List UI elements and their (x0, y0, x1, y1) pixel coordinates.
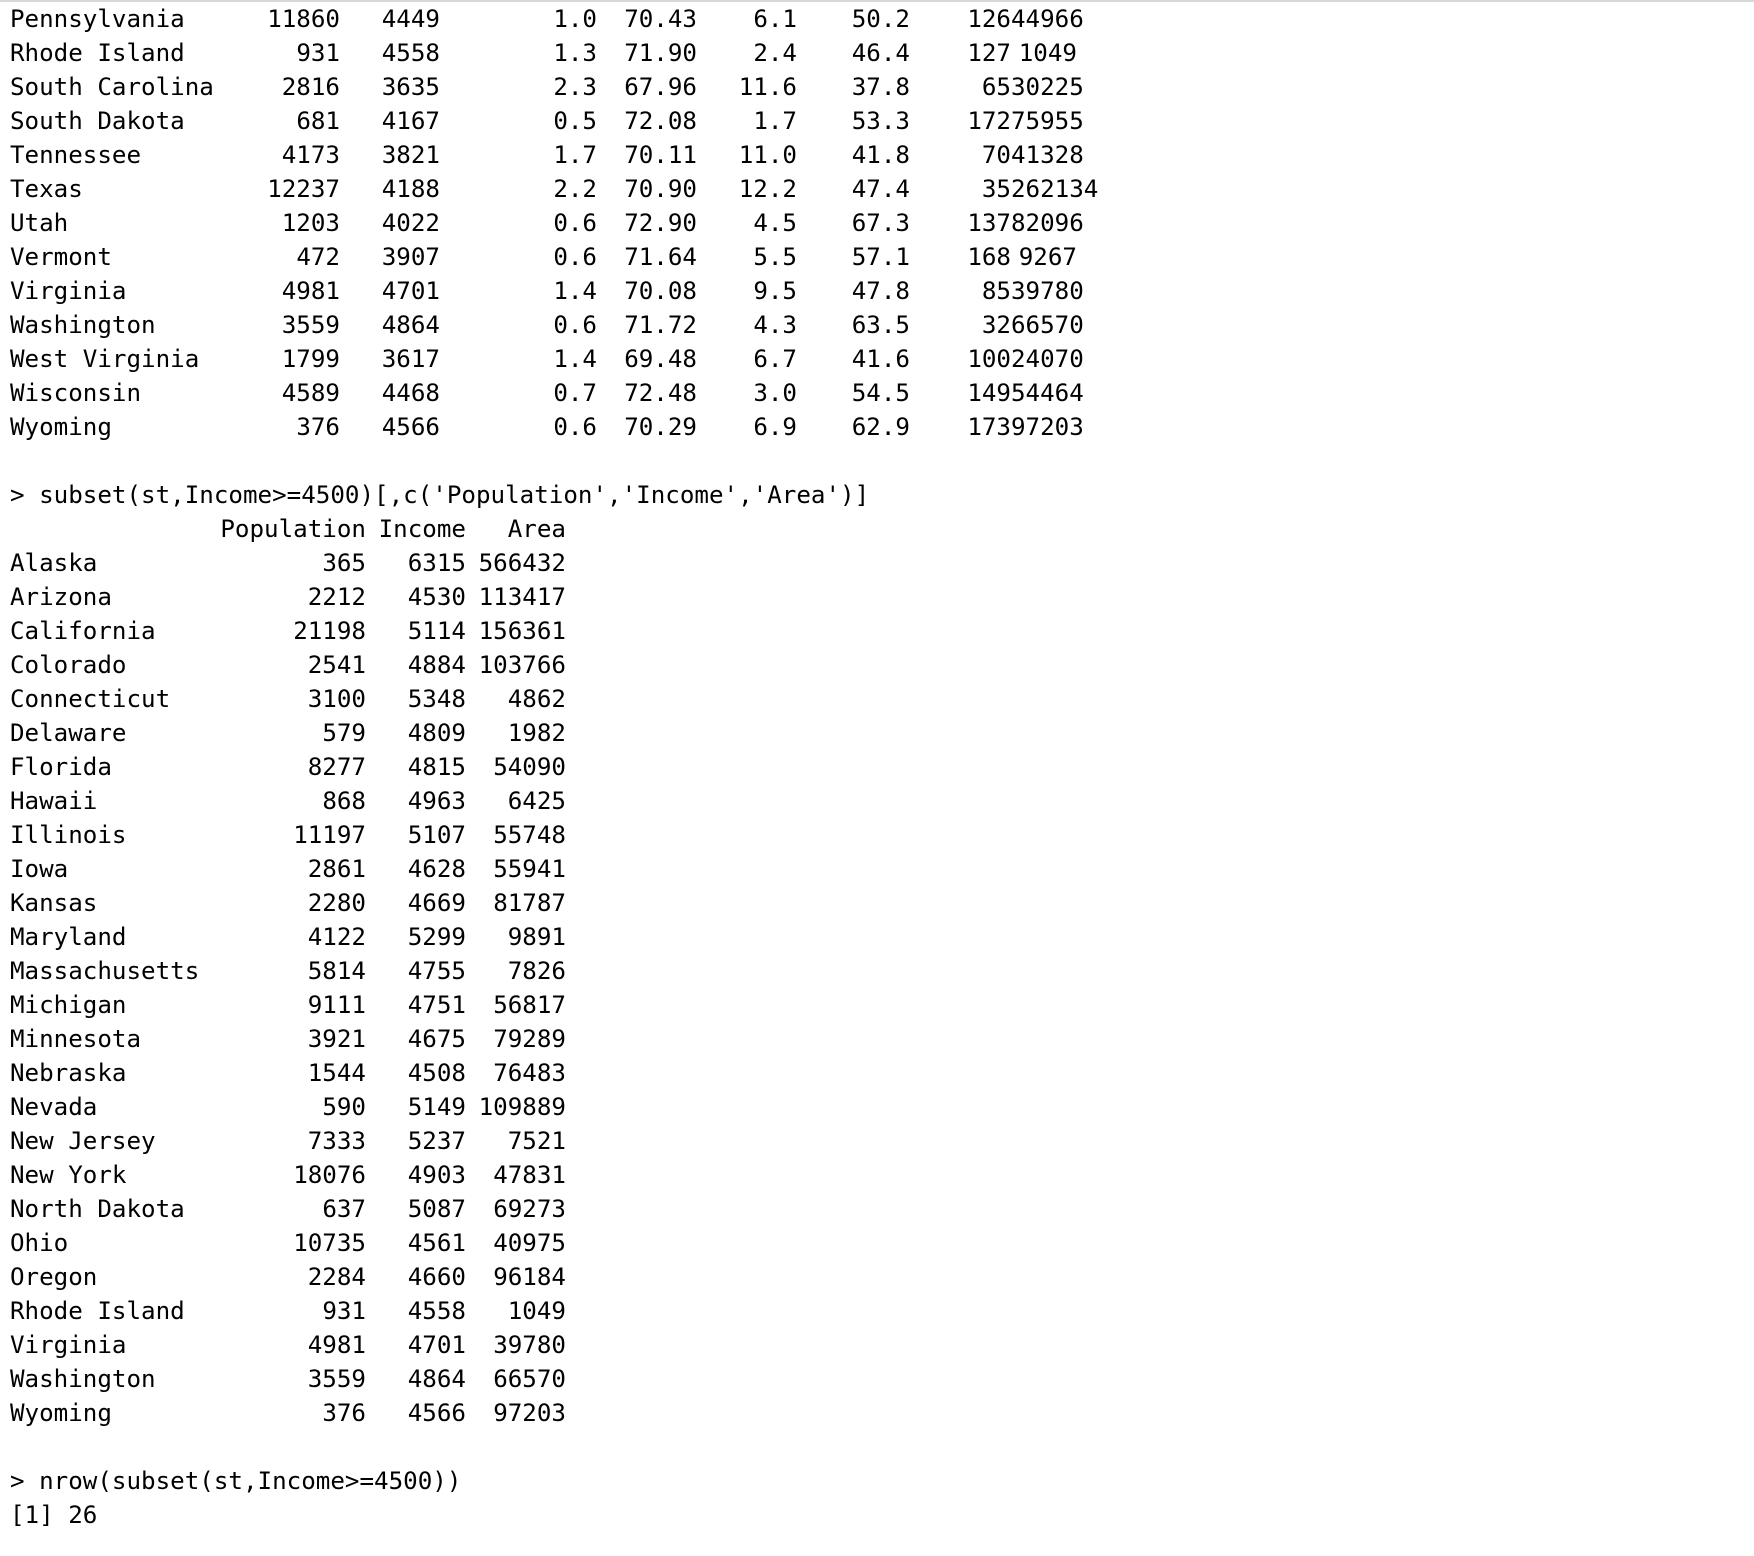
row-value: 4675 (407, 1025, 466, 1053)
row-value: 9891 (507, 923, 566, 951)
row-name: Iowa (10, 855, 69, 883)
row-value: 2861 (307, 855, 366, 883)
row-value: 47.4 (851, 175, 910, 203)
row-value: 3617 (381, 345, 440, 373)
row-value: 4188 (381, 175, 440, 203)
table-row (10, 852, 1730, 886)
row-value: 65 (981, 73, 1011, 101)
row-name: Wyoming (10, 1399, 112, 1427)
row-value: 4.3 (753, 311, 797, 339)
table-row (10, 70, 1730, 104)
row-name: Rhode Island (10, 39, 185, 67)
row-value: 3921 (307, 1025, 366, 1053)
row-value: 97203 (493, 1399, 566, 1427)
table-row (10, 1056, 1730, 1090)
row-name: Utah (10, 209, 69, 237)
row-value: 5114 (407, 617, 466, 645)
row-value: 637 (322, 1195, 366, 1223)
row-value: 868 (322, 787, 366, 815)
row-value: 1.7 (553, 141, 597, 169)
row-value: 79289 (493, 1025, 566, 1053)
row-value: 41.6 (851, 345, 910, 373)
row-value: 4173 (281, 141, 340, 169)
table-row (10, 376, 1730, 410)
row-value: 100 (967, 345, 1011, 373)
row-value: 4449 (381, 5, 440, 33)
row-name: California (10, 617, 156, 645)
row-value: 5.5 (753, 243, 797, 271)
row-value: 4903 (407, 1161, 466, 1189)
table-row (10, 886, 1730, 920)
table-row (10, 1192, 1730, 1226)
row-value: 67.3 (851, 209, 910, 237)
row-value: 4167 (381, 107, 440, 135)
table-row (10, 818, 1730, 852)
row-value: 1049 (507, 1297, 566, 1325)
row-name: Delaware (10, 719, 127, 747)
row-value: 85 (981, 277, 1011, 305)
row-value: 1.0 (553, 5, 597, 33)
row-value: 173 (967, 413, 1011, 441)
row-name: Illinois (10, 821, 127, 849)
row-value: 4864 (407, 1365, 466, 1393)
row-value: 12237 (267, 175, 340, 203)
table-row (10, 308, 1730, 342)
r-console-output[interactable] (10, 2, 1730, 1532)
row-value: 4558 (381, 39, 440, 67)
table-row (10, 1396, 1730, 1430)
table-row (10, 1260, 1730, 1294)
row-value: 5237 (407, 1127, 466, 1155)
blank-line (10, 1430, 1730, 1464)
row-name: Ohio (10, 1229, 69, 1257)
table-row (10, 1226, 1730, 1260)
row-value: 5814 (307, 957, 366, 985)
row-value: 3.0 (753, 379, 797, 407)
row-value: 67.96 (624, 73, 697, 101)
row-value: 0.7 (553, 379, 597, 407)
row-value: 4566 (407, 1399, 466, 1427)
row-value: 50.2 (851, 5, 910, 33)
row-value: 4701 (407, 1331, 466, 1359)
row-value: 63.5 (851, 311, 910, 339)
row-value: 96184 (493, 1263, 566, 1291)
row-value: 71.64 (624, 243, 697, 271)
row-value: 262134 (1011, 175, 1099, 203)
table-row (10, 614, 1730, 648)
table-row (10, 410, 1730, 444)
row-name: Maryland (10, 923, 127, 951)
row-values (10, 138, 1084, 172)
row-value: 4755 (407, 957, 466, 985)
blank-line (10, 444, 1730, 478)
row-value: 53.3 (851, 107, 910, 135)
row-value: 2284 (307, 1263, 366, 1291)
row-value: 11.6 (738, 73, 797, 101)
row-value: 11860 (267, 5, 340, 33)
row-value: 40975 (493, 1229, 566, 1257)
table-row (10, 1124, 1730, 1158)
row-name: Arizona (10, 583, 112, 611)
row-value: 70.90 (624, 175, 697, 203)
row-value: 70.43 (624, 5, 697, 33)
row-value: 62.9 (851, 413, 910, 441)
row-value: 6.9 (753, 413, 797, 441)
row-value: 11197 (293, 821, 366, 849)
command-line-nrow[interactable]: > nrow(subset(st,Income>=4500)) (10, 1467, 462, 1495)
row-name: Kansas (10, 889, 98, 917)
row-value: 1049 (1018, 39, 1077, 67)
row-value: 172 (967, 107, 1011, 135)
row-name: Vermont (10, 243, 112, 271)
row-value: 168 (967, 243, 1011, 271)
row-value: 1203 (281, 209, 340, 237)
row-value: 103766 (478, 651, 566, 679)
row-value: 54090 (493, 753, 566, 781)
row-value: 47831 (493, 1161, 566, 1189)
row-name: North Dakota (10, 1195, 185, 1223)
first-table-output (10, 2, 1730, 444)
table-row (10, 138, 1730, 172)
table-row (10, 988, 1730, 1022)
table-row (10, 1158, 1730, 1192)
row-name: Alaska (10, 549, 98, 577)
row-value: 5149 (407, 1093, 466, 1121)
row-value: 4864 (381, 311, 440, 339)
row-value: 12.2 (738, 175, 797, 203)
row-value: 4669 (407, 889, 466, 917)
row-value: 7333 (307, 1127, 366, 1155)
row-value: 4566 (381, 413, 440, 441)
row-value: 1982 (507, 719, 566, 747)
row-value: 69273 (493, 1195, 566, 1223)
row-values (10, 410, 1084, 444)
table-row (10, 2, 1730, 36)
row-value: 1.4 (553, 345, 597, 373)
row-value: 70 (981, 141, 1011, 169)
row-value: 127 (967, 39, 1011, 67)
table-row (10, 954, 1730, 988)
row-value: 376 (322, 1399, 366, 1427)
row-value: 2280 (307, 889, 366, 917)
row-value: 4561 (407, 1229, 466, 1257)
row-value: 44966 (1011, 5, 1084, 33)
row-value: 39780 (1011, 277, 1084, 305)
row-value: 149 (967, 379, 1011, 407)
row-value: 113417 (478, 583, 566, 611)
row-values (10, 206, 1084, 240)
row-value: 1.4 (553, 277, 597, 305)
row-value: 109889 (478, 1093, 566, 1121)
table-header-row (10, 512, 1730, 546)
row-value: 21198 (293, 617, 366, 645)
row-value: 97203 (1011, 413, 1084, 441)
row-name: Minnesota (10, 1025, 142, 1053)
row-value: 41328 (1011, 141, 1084, 169)
row-value: 3821 (381, 141, 440, 169)
row-name: Virginia (10, 1331, 127, 1359)
row-value: 2541 (307, 651, 366, 679)
table-row (10, 274, 1730, 308)
row-value: 4530 (407, 583, 466, 611)
row-value: 4508 (407, 1059, 466, 1087)
row-name: Virginia (10, 277, 127, 305)
result-line: [1] 26 (10, 1501, 98, 1529)
command-line-subset[interactable]: > subset(st,Income>=4500)[,c('Population','Income','Area')] (10, 481, 870, 509)
row-value: 4.5 (753, 209, 797, 237)
row-value: 5348 (407, 685, 466, 713)
row-value: 75955 (1011, 107, 1084, 135)
table-row (10, 546, 1730, 580)
row-name: Connecticut (10, 685, 171, 713)
row-value: 70.29 (624, 413, 697, 441)
row-name: Wyoming (10, 413, 112, 441)
table-row (10, 1090, 1730, 1124)
row-value: 8277 (307, 753, 366, 781)
row-value: 4751 (407, 991, 466, 1019)
column-header: Area (507, 515, 566, 543)
table-row (10, 682, 1730, 716)
row-name: West Virginia (10, 345, 200, 373)
row-value: 56817 (493, 991, 566, 1019)
row-value: 70.11 (624, 141, 697, 169)
table-row (10, 240, 1730, 274)
table-row (10, 920, 1730, 954)
row-value: 7826 (507, 957, 566, 985)
row-value: 566432 (478, 549, 566, 577)
row-value: 6315 (407, 549, 466, 577)
row-name: Massachusetts (10, 957, 200, 985)
table-row (10, 172, 1730, 206)
row-value: 37.8 (851, 73, 910, 101)
row-value: 4963 (407, 787, 466, 815)
row-value: 6.1 (753, 5, 797, 33)
row-value: 9.5 (753, 277, 797, 305)
row-name: Colorado (10, 651, 127, 679)
row-value: 4022 (381, 209, 440, 237)
row-value: 4701 (381, 277, 440, 305)
row-values (10, 308, 1084, 342)
row-value: 4558 (407, 1297, 466, 1325)
row-value: 72.90 (624, 209, 697, 237)
row-value: 9111 (307, 991, 366, 1019)
row-value: 4468 (381, 379, 440, 407)
row-name: Michigan (10, 991, 127, 1019)
row-value: 55748 (493, 821, 566, 849)
row-value: 156361 (478, 617, 566, 645)
row-value: 0.5 (553, 107, 597, 135)
row-name: South Carolina (10, 73, 214, 101)
row-value: 1544 (307, 1059, 366, 1087)
row-value: 76483 (493, 1059, 566, 1087)
table-row (10, 784, 1730, 818)
row-value: 0.6 (553, 413, 597, 441)
row-value: 3559 (281, 311, 340, 339)
row-value: 5087 (407, 1195, 466, 1223)
row-value: 0.6 (553, 311, 597, 339)
row-value: 931 (296, 39, 340, 67)
row-value: 931 (322, 1297, 366, 1325)
row-value: 4862 (507, 685, 566, 713)
row-value: 72.08 (624, 107, 697, 135)
row-value: 4628 (407, 855, 466, 883)
table-row (10, 342, 1730, 376)
row-values (10, 274, 1084, 308)
table-row (10, 36, 1730, 70)
column-header: Population (220, 515, 366, 543)
row-value: 4122 (307, 923, 366, 951)
row-value: 46.4 (851, 39, 910, 67)
row-value: 2.3 (553, 73, 597, 101)
row-value: 5299 (407, 923, 466, 951)
row-name: Washington (10, 311, 156, 339)
table-row (10, 648, 1730, 682)
row-value: 81787 (493, 889, 566, 917)
row-name: New York (10, 1161, 127, 1189)
row-value: 0.6 (553, 209, 597, 237)
table-row (10, 1022, 1730, 1056)
row-name: Nebraska (10, 1059, 127, 1087)
row-values (10, 172, 1099, 206)
row-value: 70.08 (624, 277, 697, 305)
table-row (10, 104, 1730, 138)
row-value: 4809 (407, 719, 466, 747)
row-values (10, 376, 1084, 410)
row-name: South Dakota (10, 107, 185, 135)
row-value: 4884 (407, 651, 466, 679)
row-value: 57.1 (851, 243, 910, 271)
row-name: Oregon (10, 1263, 98, 1291)
row-value: 9267 (1018, 243, 1077, 271)
row-value: 1799 (281, 345, 340, 373)
header-spacer (10, 512, 210, 546)
column-header: Income (378, 515, 466, 543)
row-value: 376 (296, 413, 340, 441)
row-value: 3559 (307, 1365, 366, 1393)
row-value: 32 (981, 311, 1011, 339)
row-name: New Jersey (10, 1127, 156, 1155)
row-value: 11.0 (738, 141, 797, 169)
row-value: 2.4 (753, 39, 797, 67)
row-value: 1.3 (553, 39, 597, 67)
row-value: 2816 (281, 73, 340, 101)
row-value: 126 (967, 5, 1011, 33)
row-value: 3907 (381, 243, 440, 271)
row-value: 71.90 (624, 39, 697, 67)
row-value: 18076 (293, 1161, 366, 1189)
row-value: 47.8 (851, 277, 910, 305)
second-table-output (10, 512, 1730, 1430)
row-value: 579 (322, 719, 366, 747)
row-value: 6425 (507, 787, 566, 815)
row-value: 137 (967, 209, 1011, 237)
table-row (10, 716, 1730, 750)
row-name: Rhode Island (10, 1297, 185, 1325)
row-value: 7521 (507, 1127, 566, 1155)
row-value: 5107 (407, 821, 466, 849)
row-value: 72.48 (624, 379, 697, 407)
row-value: 1.7 (753, 107, 797, 135)
row-name: Florida (10, 753, 112, 781)
row-name: Hawaii (10, 787, 98, 815)
row-value: 2.2 (553, 175, 597, 203)
row-value: 4815 (407, 753, 466, 781)
row-value: 30225 (1011, 73, 1084, 101)
row-value: 4981 (307, 1331, 366, 1359)
row-value: 365 (322, 549, 366, 577)
row-name: Wisconsin (10, 379, 142, 407)
row-values (10, 240, 1077, 274)
row-value: 472 (296, 243, 340, 271)
row-name: Washington (10, 1365, 156, 1393)
table-row (10, 206, 1730, 240)
row-value: 24070 (1011, 345, 1084, 373)
row-value: 54464 (1011, 379, 1084, 407)
row-name: Texas (10, 175, 83, 203)
row-value: 3635 (381, 73, 440, 101)
row-name: Pennsylvania (10, 5, 185, 33)
row-value: 39780 (493, 1331, 566, 1359)
row-value: 55941 (493, 855, 566, 883)
table-row (10, 1362, 1730, 1396)
table-row (10, 580, 1730, 614)
row-value: 41.8 (851, 141, 910, 169)
row-value: 66570 (1011, 311, 1084, 339)
row-value: 2212 (307, 583, 366, 611)
row-value: 4981 (281, 277, 340, 305)
row-name: Nevada (10, 1093, 98, 1121)
row-value: 3100 (307, 685, 366, 713)
table-row (10, 1328, 1730, 1362)
row-value: 69.48 (624, 345, 697, 373)
row-value: 82096 (1011, 209, 1084, 237)
table-row (10, 750, 1730, 784)
row-value: 4589 (281, 379, 340, 407)
row-value: 681 (296, 107, 340, 135)
row-value: 35 (981, 175, 1011, 203)
row-value: 4660 (407, 1263, 466, 1291)
row-value: 66570 (493, 1365, 566, 1393)
row-value: 0.6 (553, 243, 597, 271)
row-value: 71.72 (624, 311, 697, 339)
row-value: 6.7 (753, 345, 797, 373)
row-value: 54.5 (851, 379, 910, 407)
row-name: Tennessee (10, 141, 142, 169)
row-value: 10735 (293, 1229, 366, 1257)
row-value: 590 (322, 1093, 366, 1121)
table-row (10, 1294, 1730, 1328)
